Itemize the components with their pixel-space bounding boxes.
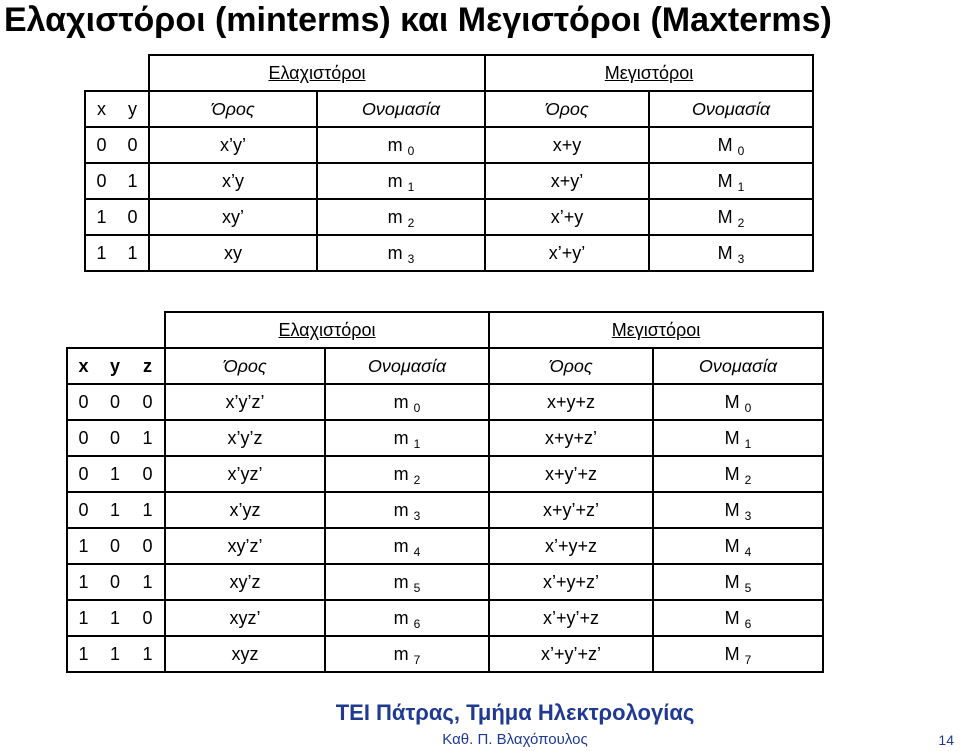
value-y: 1 [99, 636, 131, 672]
term-index: 5 [744, 580, 752, 595]
value-z: 0 [131, 456, 165, 492]
term-index: 4 [413, 544, 421, 559]
value-y: 0 [99, 384, 131, 420]
maxterm-name [653, 384, 823, 420]
value-y: 0 [99, 564, 131, 600]
term-index: 1 [413, 436, 421, 451]
term-index: 0 [737, 143, 745, 158]
header-max-name: Ονομασία [649, 91, 813, 127]
term-name-letter: m [393, 643, 409, 664]
header-min-name: Ονομασία [317, 91, 485, 127]
term-index: 3 [744, 508, 752, 523]
term-index: 5 [413, 580, 421, 595]
value-y: 1 [117, 163, 149, 199]
group-header-row [85, 55, 813, 91]
minterm-name [325, 492, 489, 528]
value-z: 1 [131, 492, 165, 528]
header-min-term: Όρος [165, 348, 325, 384]
group-maxterms: Μεγιστόροι [489, 312, 823, 348]
term-index: 2 [744, 472, 752, 487]
group-minterms: Ελαχιστόροι [165, 312, 489, 348]
value-x: 0 [67, 384, 99, 420]
term-index: 4 [744, 544, 752, 559]
minterm-expression: xyz’ [165, 600, 325, 636]
maxterm-name [649, 127, 813, 163]
minterm-name [325, 384, 489, 420]
value-x: 1 [67, 600, 99, 636]
term-name-letter: m [393, 391, 409, 412]
maxterm-expression: x+y+z’ [489, 420, 653, 456]
value-y: 1 [99, 600, 131, 636]
value-x: 0 [85, 127, 117, 163]
header-x: x [85, 91, 117, 127]
value-x: 0 [85, 163, 117, 199]
term-name-letter: m [393, 499, 409, 520]
group-header-row [67, 312, 823, 348]
term-index: 2 [413, 472, 421, 487]
term-name-letter: M [717, 170, 733, 191]
term-name-letter: m [387, 206, 403, 227]
minterm-expression: xyz [165, 636, 325, 672]
value-x: 1 [85, 199, 117, 235]
table-row [67, 528, 823, 564]
blank-corner [67, 312, 165, 348]
minterm-expression: x’yz’ [165, 456, 325, 492]
value-x: 0 [67, 492, 99, 528]
term-index: 0 [407, 143, 415, 158]
table-row [67, 564, 823, 600]
value-z: 1 [131, 636, 165, 672]
minterm-name [317, 163, 485, 199]
group-minterms: Ελαχιστόροι [149, 55, 485, 91]
header-y: y [117, 91, 149, 127]
minterm-expression: x’yz [165, 492, 325, 528]
term-index: 3 [407, 251, 415, 266]
minterm-name [325, 528, 489, 564]
term-name-letter: M [724, 391, 740, 412]
term-index: 1 [407, 179, 415, 194]
maxterm-name [649, 199, 813, 235]
value-z: 1 [131, 564, 165, 600]
term-name-letter: M [724, 643, 740, 664]
maxterm-expression: x’+y’ [485, 235, 649, 271]
term-name-letter: M [724, 427, 740, 448]
term-index: 0 [744, 400, 752, 415]
term-name-letter: M [717, 242, 733, 263]
term-index: 3 [737, 251, 745, 266]
term-name-letter: m [393, 535, 409, 556]
minterm-expression: x’y’ [149, 127, 317, 163]
term-index: 1 [744, 436, 752, 451]
minterm-name [325, 600, 489, 636]
table-row [85, 163, 813, 199]
minterm-name [325, 456, 489, 492]
term-name-letter: m [387, 242, 403, 263]
maxterm-expression: x+y’+z [489, 456, 653, 492]
term-name-letter: M [717, 206, 733, 227]
term-name-letter: m [393, 463, 409, 484]
header-min-name: Ονομασία [325, 348, 489, 384]
term-index: 2 [407, 215, 415, 230]
value-x: 1 [67, 564, 99, 600]
table-row [85, 199, 813, 235]
value-y: 1 [99, 492, 131, 528]
maxterm-name [653, 456, 823, 492]
header-z: z [131, 348, 165, 384]
term-name-letter: m [393, 571, 409, 592]
value-y: 0 [117, 199, 149, 235]
header-x: x [67, 348, 99, 384]
maxterm-name [649, 163, 813, 199]
minterm-name [317, 127, 485, 163]
term-index: 6 [744, 616, 752, 631]
term-index: 7 [744, 652, 752, 667]
value-x: 1 [85, 235, 117, 271]
value-z: 0 [131, 600, 165, 636]
term-name-letter: M [717, 134, 733, 155]
footer-author: Καθ. Π. Βλαχόπουλος [442, 731, 588, 748]
column-header-row [67, 348, 823, 384]
term-index: 7 [413, 652, 421, 667]
maxterm-name [653, 420, 823, 456]
maxterm-expression: x’+y’+z’ [489, 636, 653, 672]
maxterm-expression: x’+y’+z [489, 600, 653, 636]
table-row [85, 235, 813, 271]
maxterm-expression: x’+y [485, 199, 649, 235]
value-z: 0 [131, 528, 165, 564]
minterm-expression: x’y’z [165, 420, 325, 456]
table-row [67, 600, 823, 636]
page-number: 14 [938, 732, 954, 748]
minterms-table-3-vars [66, 311, 824, 673]
term-name-letter: M [724, 535, 740, 556]
table-row [67, 492, 823, 528]
value-z: 0 [131, 384, 165, 420]
term-name-letter: m [393, 607, 409, 628]
value-x: 1 [67, 636, 99, 672]
term-index: 6 [413, 616, 421, 631]
minterm-expression: x’y’z’ [165, 384, 325, 420]
minterm-name [325, 420, 489, 456]
page-title: Ελαχιστόροι (minterms) και Μεγιστόροι (Maxterms) [4, 1, 832, 39]
header-min-term: Όρος [149, 91, 317, 127]
header-max-term: Όρος [485, 91, 649, 127]
maxterm-name [653, 492, 823, 528]
value-x: 0 [67, 456, 99, 492]
value-x: 0 [67, 420, 99, 456]
table-row [67, 420, 823, 456]
header-max-name: Ονομασία [653, 348, 823, 384]
value-y: 1 [99, 456, 131, 492]
header-max-term: Όρος [489, 348, 653, 384]
term-name-letter: m [387, 170, 403, 191]
term-index: 2 [737, 215, 745, 230]
maxterm-expression: x+y+z [489, 384, 653, 420]
maxterm-expression: x+y’ [485, 163, 649, 199]
table-row [67, 636, 823, 672]
minterm-name [325, 564, 489, 600]
value-y: 0 [117, 127, 149, 163]
group-maxterms: Μεγιστόροι [485, 55, 813, 91]
maxterm-name [653, 528, 823, 564]
minterm-expression: xy [149, 235, 317, 271]
maxterm-expression: x’+y+z [489, 528, 653, 564]
term-name-letter: m [393, 427, 409, 448]
minterm-expression: xy’z [165, 564, 325, 600]
minterm-name [325, 636, 489, 672]
term-index: 1 [737, 179, 745, 194]
minterm-expression: x’y [149, 163, 317, 199]
maxterm-name [649, 235, 813, 271]
blank-corner [85, 55, 149, 91]
maxterm-name [653, 600, 823, 636]
value-y: 0 [99, 420, 131, 456]
value-y: 0 [99, 528, 131, 564]
term-name-letter: M [724, 499, 740, 520]
column-header-row [85, 91, 813, 127]
term-name-letter: M [724, 607, 740, 628]
maxterm-name [653, 636, 823, 672]
minterm-expression: xy’z’ [165, 528, 325, 564]
maxterm-name [653, 564, 823, 600]
minterms-table-2-vars [84, 54, 814, 272]
term-name-letter: M [724, 571, 740, 592]
table-row [67, 456, 823, 492]
maxterm-expression: x+y [485, 127, 649, 163]
term-index: 3 [413, 508, 421, 523]
value-y: 1 [117, 235, 149, 271]
minterm-name [317, 199, 485, 235]
minterm-expression: xy’ [149, 199, 317, 235]
footer-institution: ΤΕΙ Πάτρας, Τμήμα Ηλεκτρολογίας [335, 700, 695, 725]
header-y: y [99, 348, 131, 384]
term-name-letter: M [724, 463, 740, 484]
minterm-name [317, 235, 485, 271]
term-index: 0 [413, 400, 421, 415]
term-name-letter: m [387, 134, 403, 155]
value-z: 1 [131, 420, 165, 456]
table-row [67, 384, 823, 420]
value-x: 1 [67, 528, 99, 564]
maxterm-expression: x+y’+z’ [489, 492, 653, 528]
table-row [85, 127, 813, 163]
maxterm-expression: x’+y+z’ [489, 564, 653, 600]
